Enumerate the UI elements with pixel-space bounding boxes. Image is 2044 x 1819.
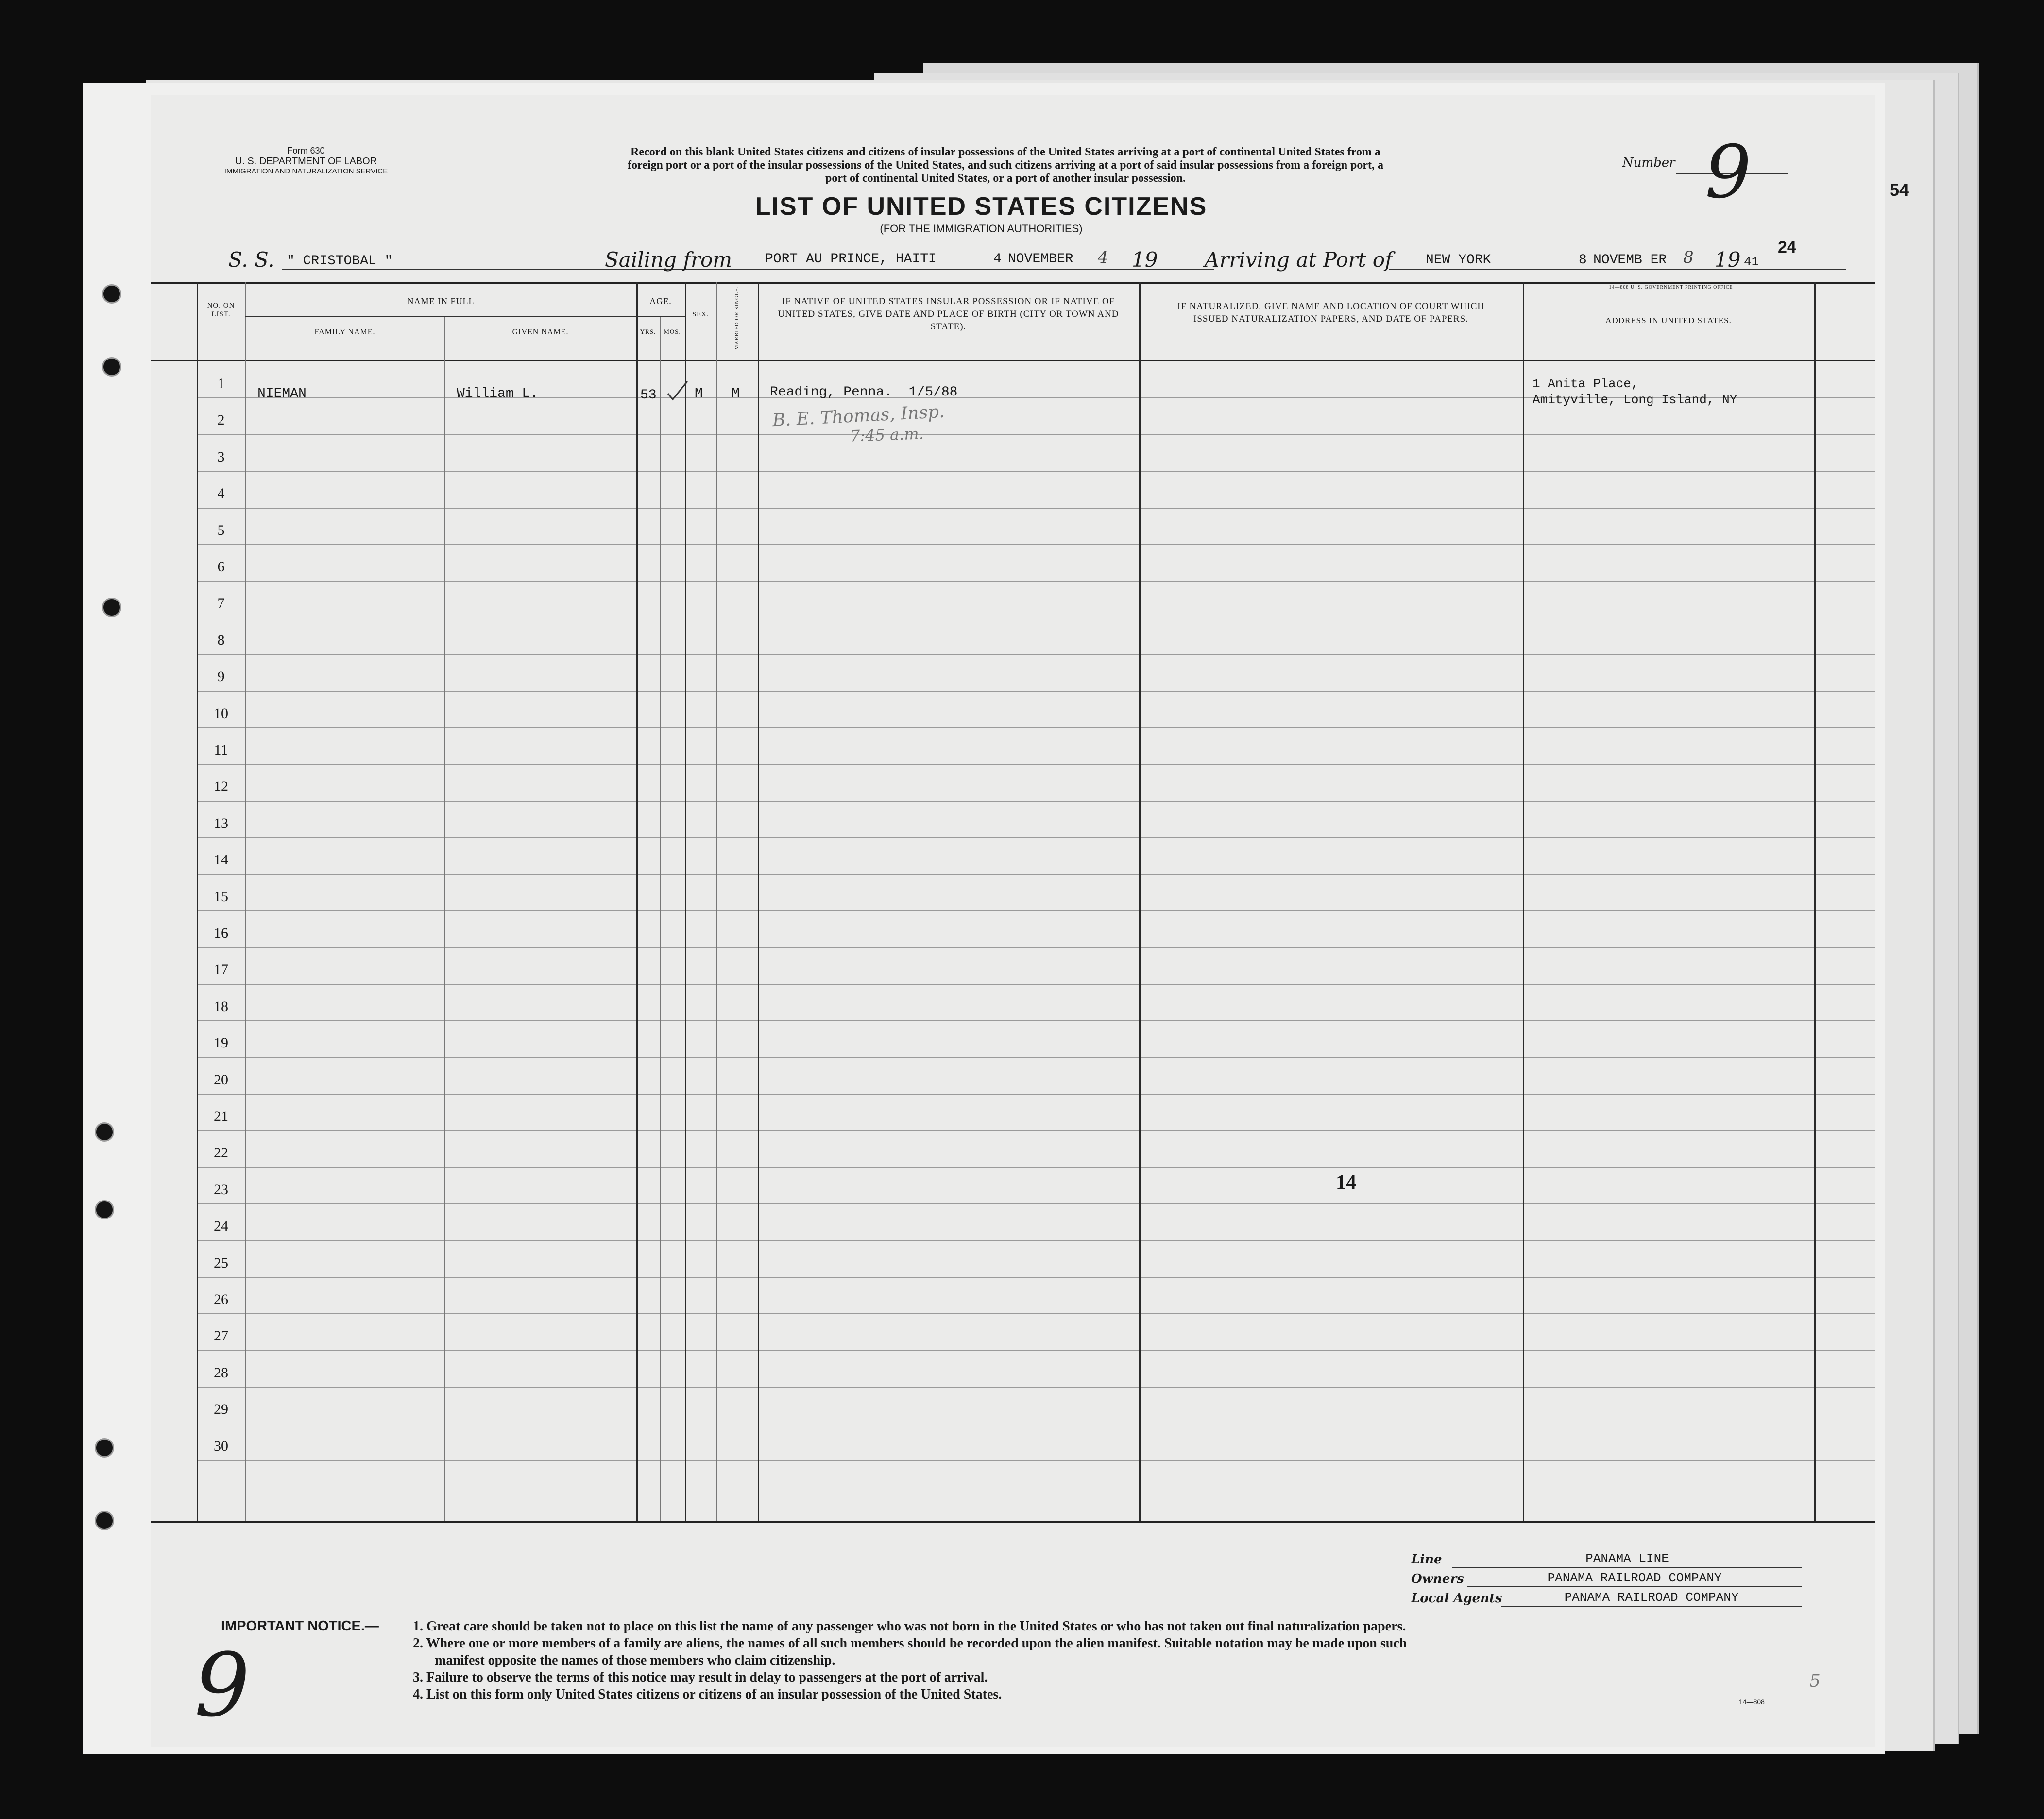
row-rule	[197, 508, 1875, 509]
header-native-info: IF NATIVE OF UNITED STATES INSULAR POSSESSION OR IF NATIVE OF UNITED STATES, GIVE DATE AND PLACE OF BIRTH (CITY OR TOWN AND STATE).	[778, 296, 1119, 332]
row-number: 8	[217, 632, 225, 648]
sail-date-prefix: 4	[993, 252, 1002, 267]
arrival-month: NOVEMB ER	[1593, 253, 1667, 268]
row-number: 16	[214, 925, 228, 941]
agents-value: PANAMA RAILROAD COMPANY	[1564, 1590, 1739, 1605]
column-line	[758, 282, 759, 1521]
number-field	[1622, 130, 1788, 215]
agents-label: Local Agents	[1411, 1591, 1502, 1606]
manifest-table	[151, 282, 1875, 1521]
row-rule	[197, 691, 1875, 692]
owners-value: PANAMA RAILROAD COMPANY	[1547, 1571, 1722, 1585]
sailing-from-label: Sailing from	[605, 248, 732, 272]
row-number: 25	[214, 1254, 228, 1271]
arrival-year: 19	[1715, 248, 1741, 272]
number-label: Number	[1622, 155, 1675, 170]
form-identity	[204, 146, 408, 175]
line-underline	[1452, 1567, 1802, 1568]
header-given-name: GIVEN NAME.	[512, 328, 569, 336]
header-no-on-list: NO. ON LIST.	[207, 302, 235, 318]
arrival-underline	[1389, 269, 1846, 270]
sheet-total: 24	[1778, 238, 1796, 257]
binder-hole	[102, 284, 121, 304]
header-naturalized-info: IF NATURALIZED, GIVE NAME AND LOCATION OF COURT WHICH ISSUED NATURALIZATION PAPERS, AND DATE OF PAPERS.	[1177, 301, 1485, 324]
cell-given-name: William L.	[457, 386, 539, 401]
sail-month: NOVEMBER	[1008, 252, 1073, 267]
instruction-line: Record on this blank United States citizens and citizens of insular possessions of the United States arriving at a port of continental United States from a	[630, 146, 1380, 158]
binder-hole	[95, 1438, 114, 1458]
cell-address-line-2: Amityville, Long Island, NY	[1533, 393, 1737, 407]
checkmark-icon	[665, 379, 690, 403]
inspector-note-line-1: B. E. Thomas, Insp.	[772, 401, 945, 431]
department: U. S. DEPARTMENT OF LABOR	[235, 156, 377, 167]
column-line	[1523, 282, 1524, 1521]
header-family-name: FAMILY NAME.	[314, 328, 375, 336]
name-header-divider	[245, 316, 636, 317]
row-rule	[197, 434, 1875, 435]
row-number: 20	[214, 1071, 228, 1088]
header-married-or-single: MARRIED OR SINGLE.	[734, 286, 740, 350]
binder-hole	[102, 598, 121, 617]
form-number: Form 630	[287, 146, 325, 155]
row-rule	[197, 874, 1875, 875]
sailing-from: PORT AU PRINCE, HAITI	[765, 252, 937, 267]
row-number: 11	[214, 742, 228, 758]
column-line	[685, 282, 686, 1521]
row-number: 30	[214, 1438, 228, 1454]
pencil-mark: 5	[1809, 1671, 1821, 1691]
row-rule	[197, 910, 1875, 911]
notice-item: 1. Great care should be taken not to place on this list the name of any passenger who was not born in the United States or who has not taken out final naturalization papers.	[413, 1619, 1406, 1634]
arrival-year-suffix: 41	[1744, 255, 1759, 269]
row-rule	[197, 1387, 1875, 1388]
row-rule	[197, 1020, 1875, 1021]
row-rule	[197, 837, 1875, 838]
table-top-border	[151, 282, 1875, 284]
stamp-number: 14	[1336, 1171, 1356, 1194]
binder-hole	[95, 1511, 114, 1530]
arrival-date-prefix: 8	[1579, 253, 1587, 268]
row-rule	[197, 581, 1875, 582]
row-rule	[197, 654, 1875, 655]
sail-day: 4	[1098, 248, 1108, 267]
table-bottom-border	[151, 1521, 1875, 1523]
notice-item: 4. List on this form only United States citizens or citizens of an insular possession of the United States.	[413, 1687, 1002, 1702]
instruction-line: port of continental United States, or a port of another insular possession.	[825, 172, 1186, 185]
cell-address-line-1: 1 Anita Place,	[1533, 377, 1639, 391]
column-line	[660, 316, 661, 1521]
column-line	[444, 316, 445, 1521]
sail-year-prefix: 19	[1132, 248, 1158, 272]
row-number: 7	[217, 595, 225, 612]
row-rule	[197, 947, 1875, 948]
header-age: AGE.	[649, 296, 672, 306]
row-number: 26	[214, 1291, 228, 1307]
row-number: 1	[217, 376, 225, 392]
cell-family-name: NIEMAN	[257, 386, 307, 401]
ship-name: " CRISTOBAL "	[287, 254, 393, 269]
header-yrs: YRS.	[640, 328, 656, 335]
header-name-in-full: NAME IN FULL	[407, 296, 475, 306]
printing-office-note: 14—808 U. S. GOVERNMENT PRINTING OFFICE	[1609, 285, 1733, 290]
notice-item: 3. Failure to observe the terms of this notice may result in delay to passengers at the port of arrival.	[413, 1670, 988, 1685]
arriving-label: Arriving at Port of	[1205, 248, 1393, 272]
row-rule	[197, 1057, 1875, 1058]
cell-birth: Reading, Penna. 1/5/88	[770, 385, 958, 400]
cell-age-yrs: 53	[640, 388, 657, 403]
row-rule	[197, 471, 1875, 472]
row-number: 17	[214, 961, 228, 978]
row-rule	[197, 1350, 1875, 1351]
row-rule	[197, 544, 1875, 545]
row-number: 5	[217, 522, 225, 538]
row-rule	[197, 801, 1875, 802]
row-rule	[197, 1203, 1875, 1204]
handwritten-page-number: 9	[194, 1635, 250, 1736]
row-rule	[197, 1240, 1875, 1241]
edge-number: 54	[1890, 180, 1909, 200]
row-number: 9	[217, 669, 225, 685]
table-header-bottom	[151, 360, 1875, 361]
ss-label: S. S.	[228, 248, 274, 272]
row-number: 27	[214, 1328, 228, 1344]
column-line	[716, 282, 717, 1521]
row-rule	[197, 764, 1875, 765]
row-rule	[197, 1167, 1875, 1168]
row-number: 2	[217, 412, 225, 429]
header-sex: SEX.	[692, 311, 709, 318]
row-number: 10	[214, 705, 228, 721]
form-code: 14—808	[1739, 1698, 1765, 1706]
ship-underline	[282, 269, 816, 270]
line-value: PANAMA LINE	[1585, 1551, 1669, 1566]
row-number: 14	[214, 852, 228, 868]
age-header-divider	[636, 316, 685, 317]
row-number: 29	[214, 1401, 228, 1418]
binder-hole	[95, 1200, 114, 1219]
row-number: 4	[217, 485, 225, 502]
row-number: 21	[214, 1108, 228, 1124]
inspector-note-line-2: 7:45 a.m.	[850, 424, 924, 446]
row-number: 19	[214, 1035, 228, 1051]
page-subtitle: (FOR THE IMMIGRATION AUTHORITIES)	[880, 223, 1083, 235]
row-rule	[197, 727, 1875, 728]
notice-item: 2. Where one or more members of a family are aliens, the names of all such members should be recorded upon the alien manifest. Suitable notation may be made upon such	[413, 1636, 1407, 1651]
row-number: 6	[217, 559, 225, 575]
page-title: LIST OF UNITED STATES CITIZENS	[755, 192, 1208, 221]
column-line	[1814, 282, 1816, 1521]
notice-title: IMPORTANT NOTICE.—	[221, 1618, 379, 1634]
row-number: 24	[214, 1218, 228, 1235]
row-number: 22	[214, 1145, 228, 1161]
column-line	[197, 282, 198, 1521]
row-rule	[197, 1130, 1875, 1131]
notice-item: manifest opposite the names of those members who claim citizenship.	[435, 1653, 835, 1668]
row-rule	[197, 1094, 1875, 1095]
row-number: 15	[214, 888, 228, 905]
row-number: 28	[214, 1364, 228, 1381]
service: IMMIGRATION AND NATURALIZATION SERVICE	[224, 167, 388, 175]
number-value: 9	[1705, 130, 1752, 215]
row-number: 12	[214, 778, 228, 795]
row-number: 3	[217, 448, 225, 465]
arrival-port: NEW YORK	[1426, 253, 1491, 268]
row-number: 23	[214, 1181, 228, 1198]
owners-underline	[1467, 1586, 1802, 1587]
row-rule	[197, 1313, 1875, 1314]
agents-underline	[1501, 1606, 1802, 1607]
instruction-line: foreign port or a port of the insular possessions of the United States, and such citizens arriving at a port of said insular possessions from a foreign port, a	[627, 159, 1384, 172]
cell-sex: M	[695, 386, 703, 401]
row-rule	[197, 1277, 1875, 1278]
instructions	[447, 146, 1564, 185]
header-mos: MOS.	[664, 328, 681, 335]
cell-marital: M	[732, 386, 740, 401]
column-line	[636, 282, 638, 1521]
binder-hole	[102, 357, 121, 377]
owners-label: Owners	[1411, 1572, 1464, 1586]
binder-hole	[95, 1122, 114, 1142]
line-label: Line	[1411, 1552, 1442, 1567]
voyage-line	[228, 238, 1846, 277]
header-address: ADDRESS IN UNITED STATES.	[1605, 316, 1732, 325]
row-rule	[197, 984, 1875, 985]
row-number: 18	[214, 998, 228, 1014]
column-line	[245, 282, 246, 1521]
row-number: 13	[214, 815, 228, 831]
row-rule	[197, 1460, 1875, 1461]
arrival-day: 8	[1683, 248, 1694, 267]
column-line	[1139, 282, 1141, 1521]
